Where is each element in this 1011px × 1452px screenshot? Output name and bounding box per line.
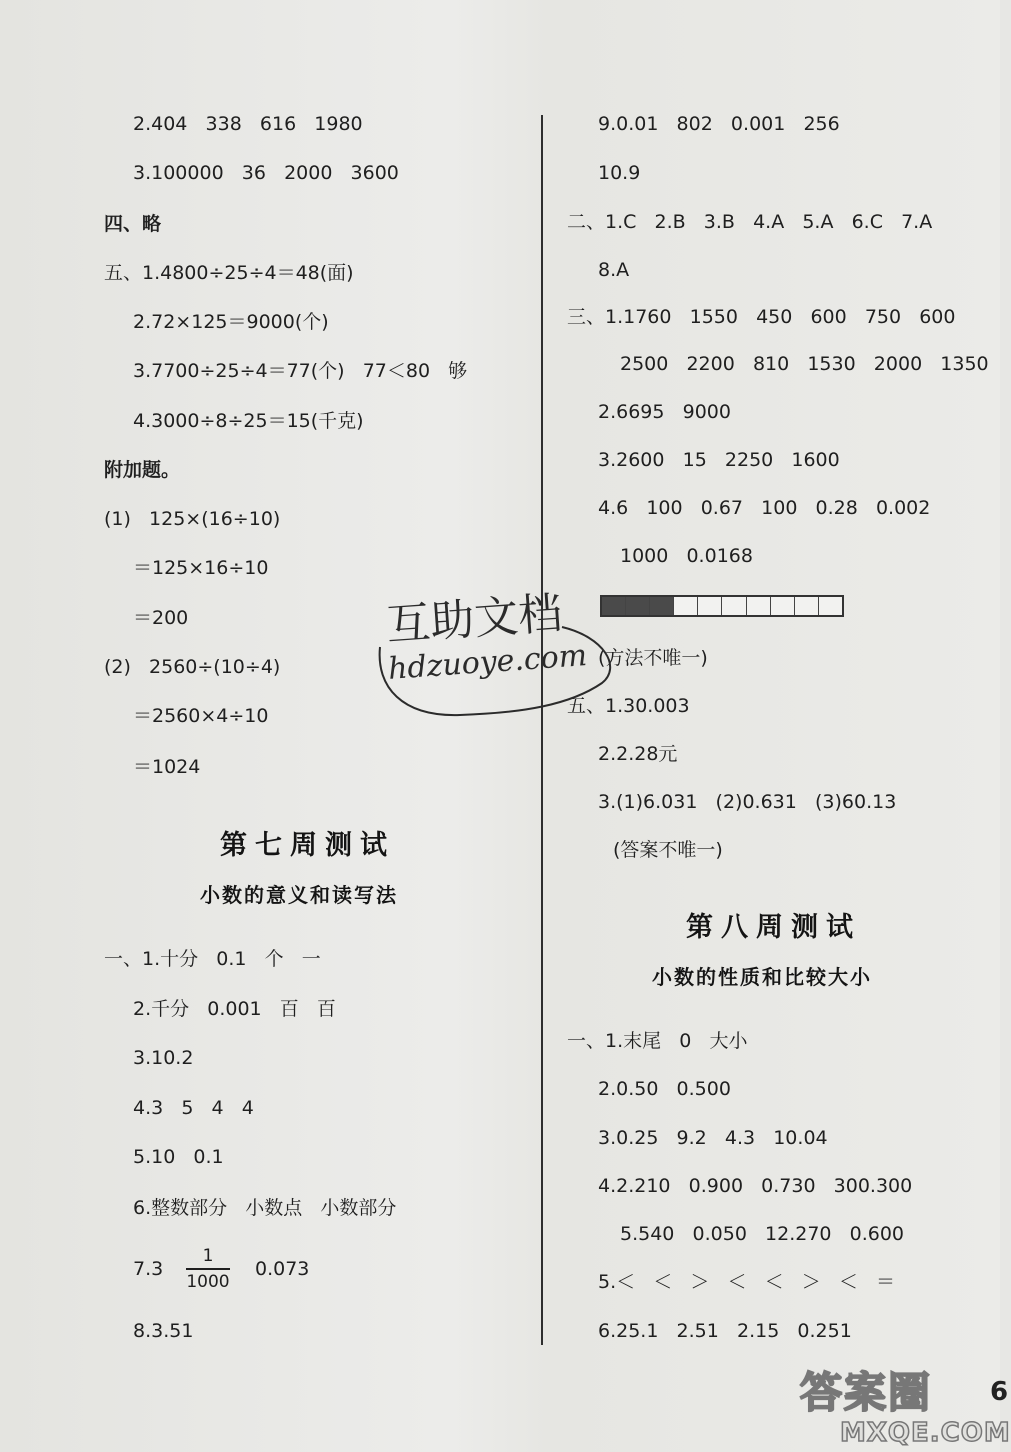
section-subtitle-week7: 小数的意义和读写法 — [200, 883, 398, 907]
left-line-2: 3.100000 36 2000 3600 — [133, 162, 399, 184]
right-answer-2: 2.0.50 0.500 — [598, 1078, 731, 1100]
left-line-3: 四、略 — [104, 213, 162, 235]
right-answer-6: 5.＜ ＜ ＞ ＜ ＜ ＞ ＜ ＝ — [598, 1271, 895, 1293]
stamp-text-url: hdzuoye.com — [387, 638, 589, 687]
left-answer-4: 4.3 5 4 4 — [133, 1097, 254, 1119]
decimal-grid — [600, 595, 844, 617]
section-title-week7: 第七周测试 — [220, 830, 395, 861]
grid-cell — [771, 597, 795, 615]
page-number: 6 — [990, 1377, 1009, 1407]
left-answer-7: 7.3 — [133, 1258, 164, 1280]
left-answer-8: 8.3.51 — [133, 1320, 194, 1342]
left-line-13: ＝2560×4÷10 — [133, 705, 269, 727]
watermark-bottom-text: MXQE.COM — [840, 1418, 1011, 1448]
right-line-10: 1000 0.0168 — [620, 545, 753, 567]
section-title-week8: 第八周测试 — [686, 912, 861, 943]
right-line-14: 3.(1)6.031 (2)0.631 (3)60.13 — [598, 791, 897, 813]
left-line-7: 4.3000÷8÷25＝15(千克) — [133, 410, 364, 432]
right-answer-7: 6.25.1 2.51 2.15 0.251 — [598, 1320, 852, 1342]
left-line-6: 3.7700÷25÷4＝77(个) 77＜80 够 — [133, 360, 468, 382]
grid-cell — [747, 597, 771, 615]
grid-cell-shaded — [650, 597, 674, 615]
grid-cell-shaded — [602, 597, 626, 615]
fraction-numerator: 1 — [202, 1246, 214, 1266]
left-answer-3: 3.10.2 — [133, 1047, 194, 1069]
fraction-one-thousandth — [186, 1246, 230, 1292]
left-answer-2: 2.千分 0.001 百 百 — [133, 998, 336, 1020]
left-answer-1: 一、1.十分 0.1 个 一 — [104, 948, 321, 970]
right-line-11: (方法不唯一) — [598, 647, 708, 669]
right-answer-1: 一、1.末尾 0 大小 — [567, 1030, 748, 1052]
watermark-top-text: 答案圈 — [800, 1368, 933, 1417]
grid-cell — [698, 597, 722, 615]
left-answer-5: 5.10 0.1 — [133, 1146, 224, 1168]
grid-cell — [795, 597, 819, 615]
right-line-13: 2.2.28元 — [598, 743, 678, 765]
grid-cell — [819, 597, 842, 615]
right-line-15: (答案不唯一) — [613, 839, 723, 861]
grid-cell-shaded — [626, 597, 650, 615]
left-line-10: ＝125×16÷10 — [133, 557, 269, 579]
left-line-1: 2.404 338 616 1980 — [133, 113, 363, 135]
left-line-12: (2) 2560÷(10÷4) — [104, 656, 281, 678]
right-line-5: 三、1.1760 1550 450 600 750 600 — [567, 306, 956, 328]
right-line-6: 2500 2200 810 1530 2000 1350 — [620, 353, 989, 375]
right-line-9: 4.6 100 0.67 100 0.28 0.002 — [598, 497, 931, 519]
right-line-1: 9.0.01 802 0.001 256 — [598, 113, 840, 135]
left-answer-7b: 0.073 — [255, 1258, 310, 1280]
right-line-4: 8.A — [598, 259, 630, 281]
fraction-denominator: 1000 — [186, 1272, 230, 1292]
right-line-2: 10.9 — [598, 162, 641, 184]
right-answer-3: 3.0.25 9.2 4.3 10.04 — [598, 1127, 828, 1149]
fraction-bar — [186, 1268, 230, 1270]
left-line-14: ＝1024 — [133, 756, 201, 778]
section-subtitle-week8: 小数的性质和比较大小 — [652, 965, 872, 989]
column-divider — [541, 115, 543, 1345]
right-answer-4: 4.2.210 0.900 0.730 300.300 — [598, 1175, 913, 1197]
stamp-text-chinese: 互助文档 — [384, 587, 564, 652]
left-line-9: (1) 125×(16÷10) — [104, 508, 281, 530]
right-line-8: 3.2600 15 2250 1600 — [598, 449, 840, 471]
left-line-5: 2.72×125＝9000(个) — [133, 311, 329, 333]
grid-cell — [722, 597, 746, 615]
right-line-7: 2.6695 9000 — [598, 401, 731, 423]
right-answer-5: 5.540 0.050 12.270 0.600 — [620, 1223, 905, 1245]
right-line-3: 二、1.C 2.B 3.B 4.A 5.A 6.C 7.A — [567, 211, 933, 233]
left-line-8: 附加题。 — [104, 459, 181, 481]
left-line-4: 五、1.4800÷25÷4＝48(面) — [104, 262, 354, 284]
watermark-logo — [790, 1360, 1011, 1448]
right-line-12: 五、1.30.003 — [567, 695, 690, 717]
left-answer-6: 6.整数部分 小数点 小数部分 — [133, 1197, 397, 1219]
left-line-11: ＝200 — [133, 607, 189, 629]
grid-cell — [674, 597, 698, 615]
